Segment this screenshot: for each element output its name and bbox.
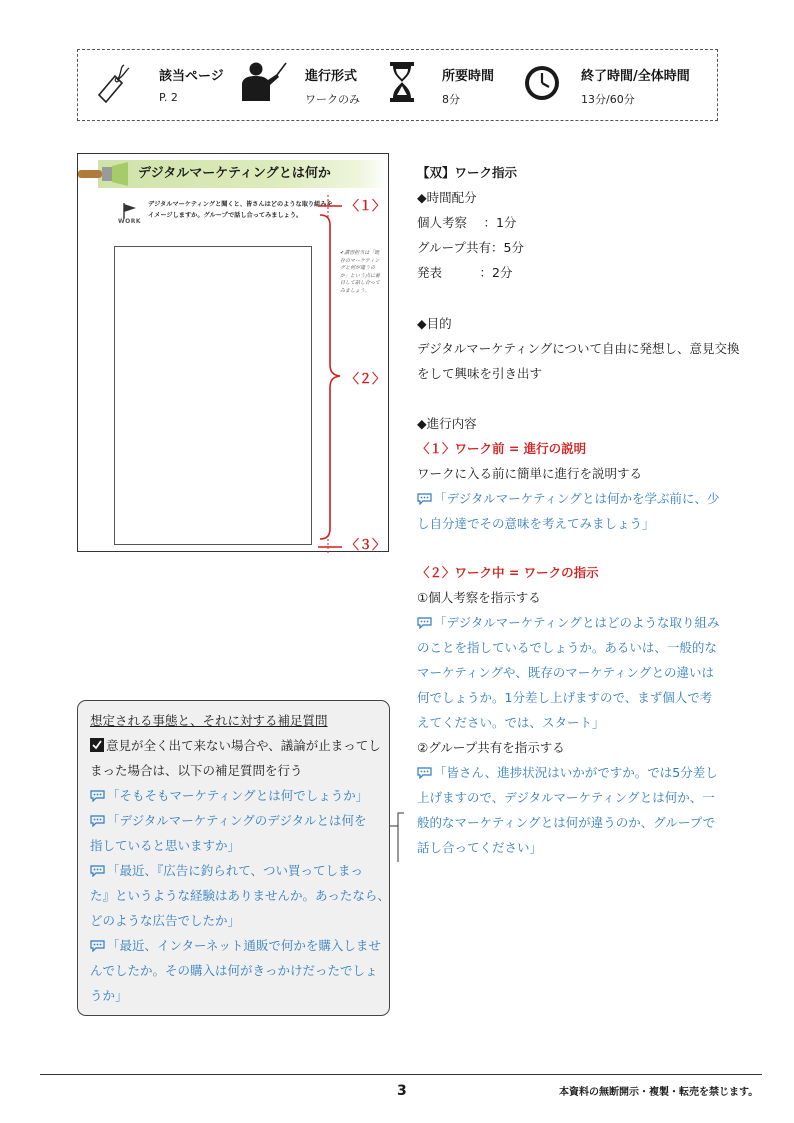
copyright-notice: 本資料の無断開示・複製・転売を禁じます。 [559,1087,759,1098]
supplement-question-3-line: どのような広告でしたか」 [90,913,241,928]
quote-text: 「デジタルマーケティングとはどのような取り組み [434,615,720,630]
end-label: 終了時間/全体時間 [581,69,690,84]
supplement-question-1 [90,783,368,810]
hourglass-icon [389,62,415,102]
step1-quote-line [417,486,720,513]
quote-text: 「皆さん、進捗状況はいかがですか。では5分差し [434,765,718,780]
supplement-question-3 [90,858,363,885]
time-label: 所要時間 [442,69,495,84]
checkbox-checked-icon [90,735,104,760]
step2-quote2-line: 般的なマーケティングとは何が違うのか、グループで [417,815,716,830]
step2-quote1-line: 何でしょうか。1分差し上げますので、まず個人で考 [417,690,713,705]
quote-text: 「デジタルマーケティングのデジタルとは何を [107,813,367,828]
speech-bubble-icon [90,785,105,810]
step2-quote1-line [417,610,720,637]
quote-text: 「そもそもマーケティングとは何でしょうか」 [107,788,369,803]
purpose-line: をして興味を引き出す [417,366,543,381]
time-value: 8分 [442,93,460,106]
speech-bubble-icon [417,488,432,513]
instruction-heading: 【双】ワーク指示 [417,165,518,180]
supplement-question-2 [90,808,367,835]
supplement-question-3-line: た』というような経験はありませんか。あったなら、 [90,888,390,903]
speech-bubble-icon [417,762,432,787]
speech-bubble-icon [90,810,105,835]
presenter-icon [239,61,289,103]
page-number: 3 [397,1083,407,1099]
speech-bubble-icon [90,935,105,960]
thumbnail-title: デジタルマーケティングとは何か [138,166,331,181]
quote-text: 「デジタルマーケティングとは何かを学ぶ前に、少 [434,491,720,506]
step2-sub1: ①個人考察を指示する [417,590,541,605]
time-row-group: グループ共有：5分 [417,240,524,255]
marker-2: 〈２〉 [346,372,386,387]
page-label: 該当ページ [159,69,224,84]
speech-bubble-icon [417,612,432,637]
header-info-box [77,49,718,121]
thumbnail-note: ✔講習担当は「既存のマーケティングと何が違うのか」という点に着目して話し合ってみましょう。 [340,250,381,294]
supplement-question-4 [90,933,381,960]
time-row-individual: 個人考察 ：1分 [417,215,517,230]
answer-frame [114,246,312,545]
step1-quote-line: し自分達でその意味を考えてみましょう」 [417,516,655,531]
paintbrush-icon [78,160,130,188]
format-value: ワークのみ [305,93,360,106]
supplement-check-line [90,733,381,760]
thumbnail-intro: デジタルマーケティングと聞くと、皆さんはどのような取り組みをイメージしますか。グループで話し合ってみましょう。 [148,201,333,219]
step2-sub2: ②グループ共有を指示する [417,740,565,755]
purpose-line: デジタルマーケティングについて自由に発想し、意見交換 [417,341,740,356]
work-label: WORK [118,218,141,225]
step2-quote2-line: 上げますので、デジタルマーケティングとは何か、一 [417,790,715,805]
footer-divider [40,1074,762,1075]
connector-bracket [390,812,416,872]
step2-quote2-line [417,760,718,787]
step2-heading: 〈２〉ワーク中 = ワークの指示 [417,565,599,580]
step2-quote1-line: のことを指しているでしょうか。あるいは、一般的な [417,640,717,655]
step2-quote1-line: マーケティングや、既存のマーケティングとの違いは [417,665,715,680]
step2-quote1-line: えてください。では、スタート」 [417,715,605,730]
purpose-heading: ◆目的 [417,316,452,331]
format-label: 進行形式 [305,69,358,84]
time-row-presentation: 発表 ：2分 [417,265,513,280]
time-allocation-heading: ◆時間配分 [417,190,477,205]
marker-3: 〈３〉 [346,538,386,553]
content-heading: ◆進行内容 [417,416,477,431]
supplement-title: 想定される事態と、それに対する補足質問 [90,713,328,728]
check-text: 意見が全く出て来ない場合や、議論が止まってし [106,738,381,753]
speech-bubble-icon [90,860,105,885]
quote-text: 「最近、インターネット通販で何かを購入しませ [107,938,381,953]
marker-1: 〈１〉 [346,199,386,214]
quote-text: 「最近、『広告に釣られて、つい買ってしまっ [107,863,364,878]
supplement-check-line: まった場合は、以下の補足質問を行う [90,763,303,778]
step2-quote2-line: 話し合ってください」 [417,840,543,855]
supplement-question-4-line: んでしたか。その購入は何がきっかけだったでしょ [90,963,378,978]
supplement-question-4-line: うか」 [90,988,128,1003]
end-value: 13分/60分 [581,93,635,106]
supplement-question-2-line: 指していると思いますか」 [90,838,241,853]
clock-icon [524,65,560,101]
tag-icon [96,64,130,106]
page-value: P. 2 [159,91,178,104]
step1-heading: 〈１〉ワーク前 = 進行の説明 [417,441,587,456]
step1-text: ワークに入る前に簡単に進行を説明する [417,466,643,481]
